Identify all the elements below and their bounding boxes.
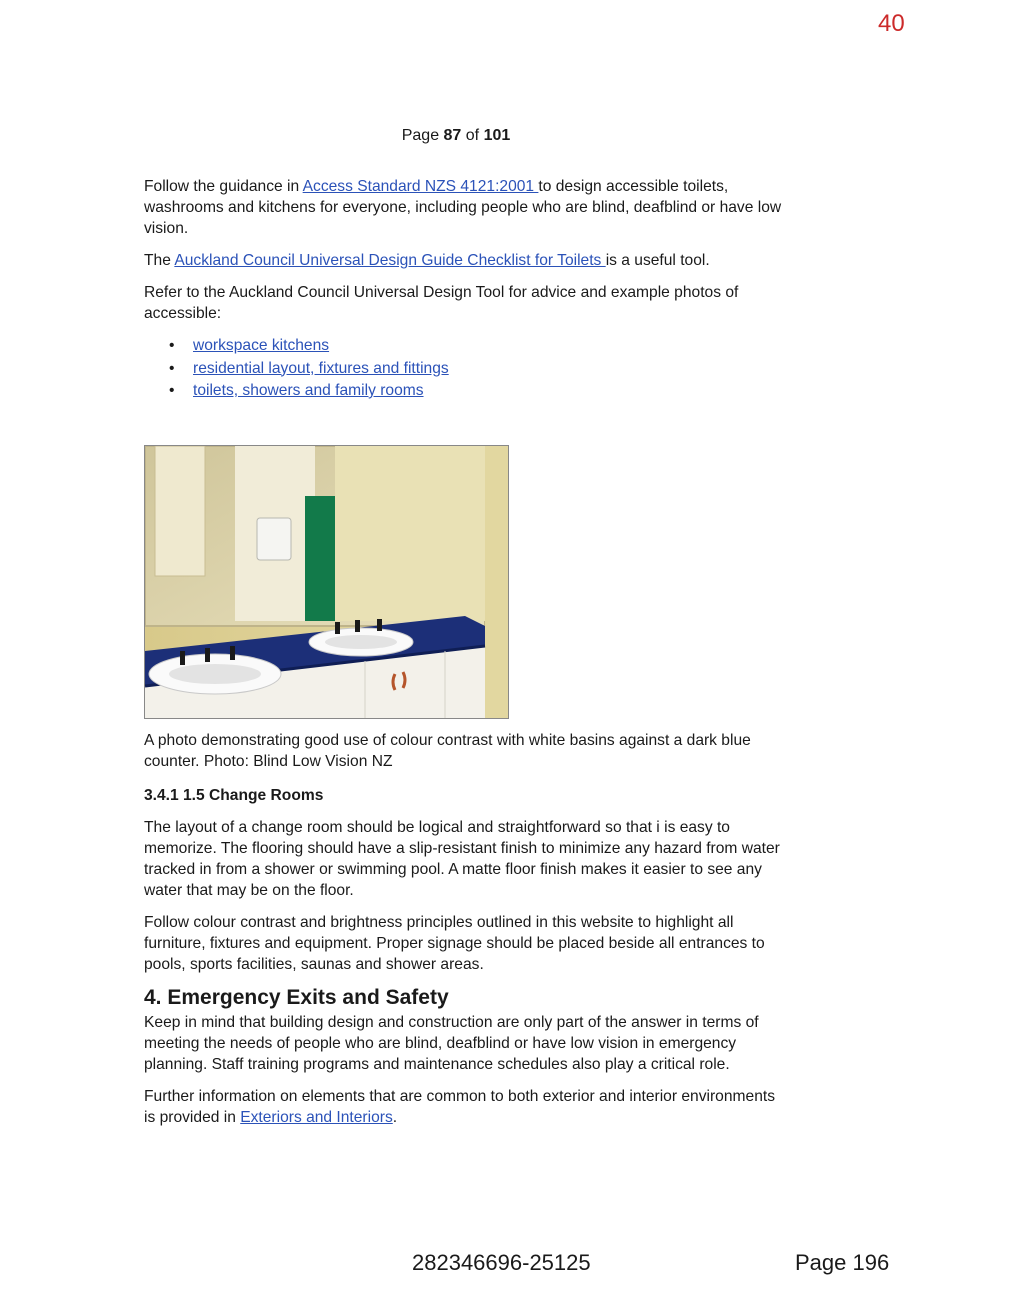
corner-page-number: 40 — [878, 10, 905, 37]
sections — [144, 785, 784, 1139]
workspace-kitchens-link[interactable]: workspace kitchens — [193, 337, 330, 354]
text: . — [392, 1109, 398, 1126]
access-standard-link[interactable]: Access Standard NZS 4121:2001 — [302, 178, 539, 195]
washroom-photo — [144, 445, 509, 719]
text: The — [144, 252, 175, 269]
intro-paragraph — [144, 176, 784, 239]
list-item — [193, 358, 784, 381]
exteriors-interiors-link[interactable]: Exteriors and Interiors — [240, 1109, 393, 1126]
footer-document-id: 282346696-25125 — [412, 1250, 591, 1275]
change-rooms-paragraph-2: Follow colour contrast and brightness principles outlined in this website to highlight all furniture, fixtures and equipment. Proper signage should be placed beside all entrances to pools, sports facilities, saunas and shower areas. — [144, 914, 765, 973]
page-indicator — [0, 127, 912, 145]
page-total: 101 — [483, 127, 511, 144]
list-item — [193, 335, 784, 358]
checklist-paragraph — [144, 250, 784, 271]
page-of: of — [461, 127, 484, 144]
text: is a useful tool. — [605, 252, 710, 269]
resource-link-list — [144, 335, 784, 403]
emergency-heading: 4. Emergency Exits and Safety — [144, 986, 449, 1009]
design-tool-paragraph: Refer to the Auckland Council Universal Design Tool for advice and example photos of accessible: — [144, 284, 739, 322]
text: Further information on elements that are common to both exterior and interior environments is provided in — [144, 1088, 775, 1126]
page-prefix: Page — [401, 127, 444, 144]
page-current: 87 — [443, 127, 462, 144]
footer-page-number: Page 196 — [795, 1250, 890, 1275]
residential-layout-link[interactable]: residential layout, fixtures and fittings — [193, 359, 449, 377]
toilets-showers-link[interactable]: toilets, showers and family rooms — [193, 382, 424, 399]
washroom-photo-illustration — [145, 446, 509, 719]
intro-content — [144, 176, 784, 403]
emergency-paragraph-2 — [144, 1086, 784, 1128]
change-rooms-paragraph-1: The layout of a change room should be logical and straightforward so that i is easy to memorize. The flooring should have a slip-resistant finish to minimize any hazard from water tracked in from a shower or swimming pool. A matte floor finish makes it easier to see any water that may be on the floor. — [144, 819, 780, 899]
list-item — [193, 380, 784, 403]
emergency-paragraph-1: Keep in mind that building design and construction are only part of the answer in terms of meeting the needs of people who are blind, deafblind or have low vision in emergency planning. Staff training programs and maintenance schedules also play a critical role. — [144, 1014, 759, 1073]
text: Follow the guidance in — [144, 178, 303, 195]
photo-caption: A photo demonstrating good use of colour contrast with white basins against a dark blue counter. Photo: Blind Low Vision NZ — [144, 732, 751, 770]
text: to design accessible toilets, washrooms and kitchens for everyone, including people who are blind, deafblind or have low vision. — [144, 178, 782, 237]
toilets-checklist-link[interactable]: Auckland Council Universal Design Guide Checklist for Toilets — [174, 252, 606, 269]
change-rooms-heading: 3.4.1 1.5 Change Rooms — [144, 787, 324, 804]
